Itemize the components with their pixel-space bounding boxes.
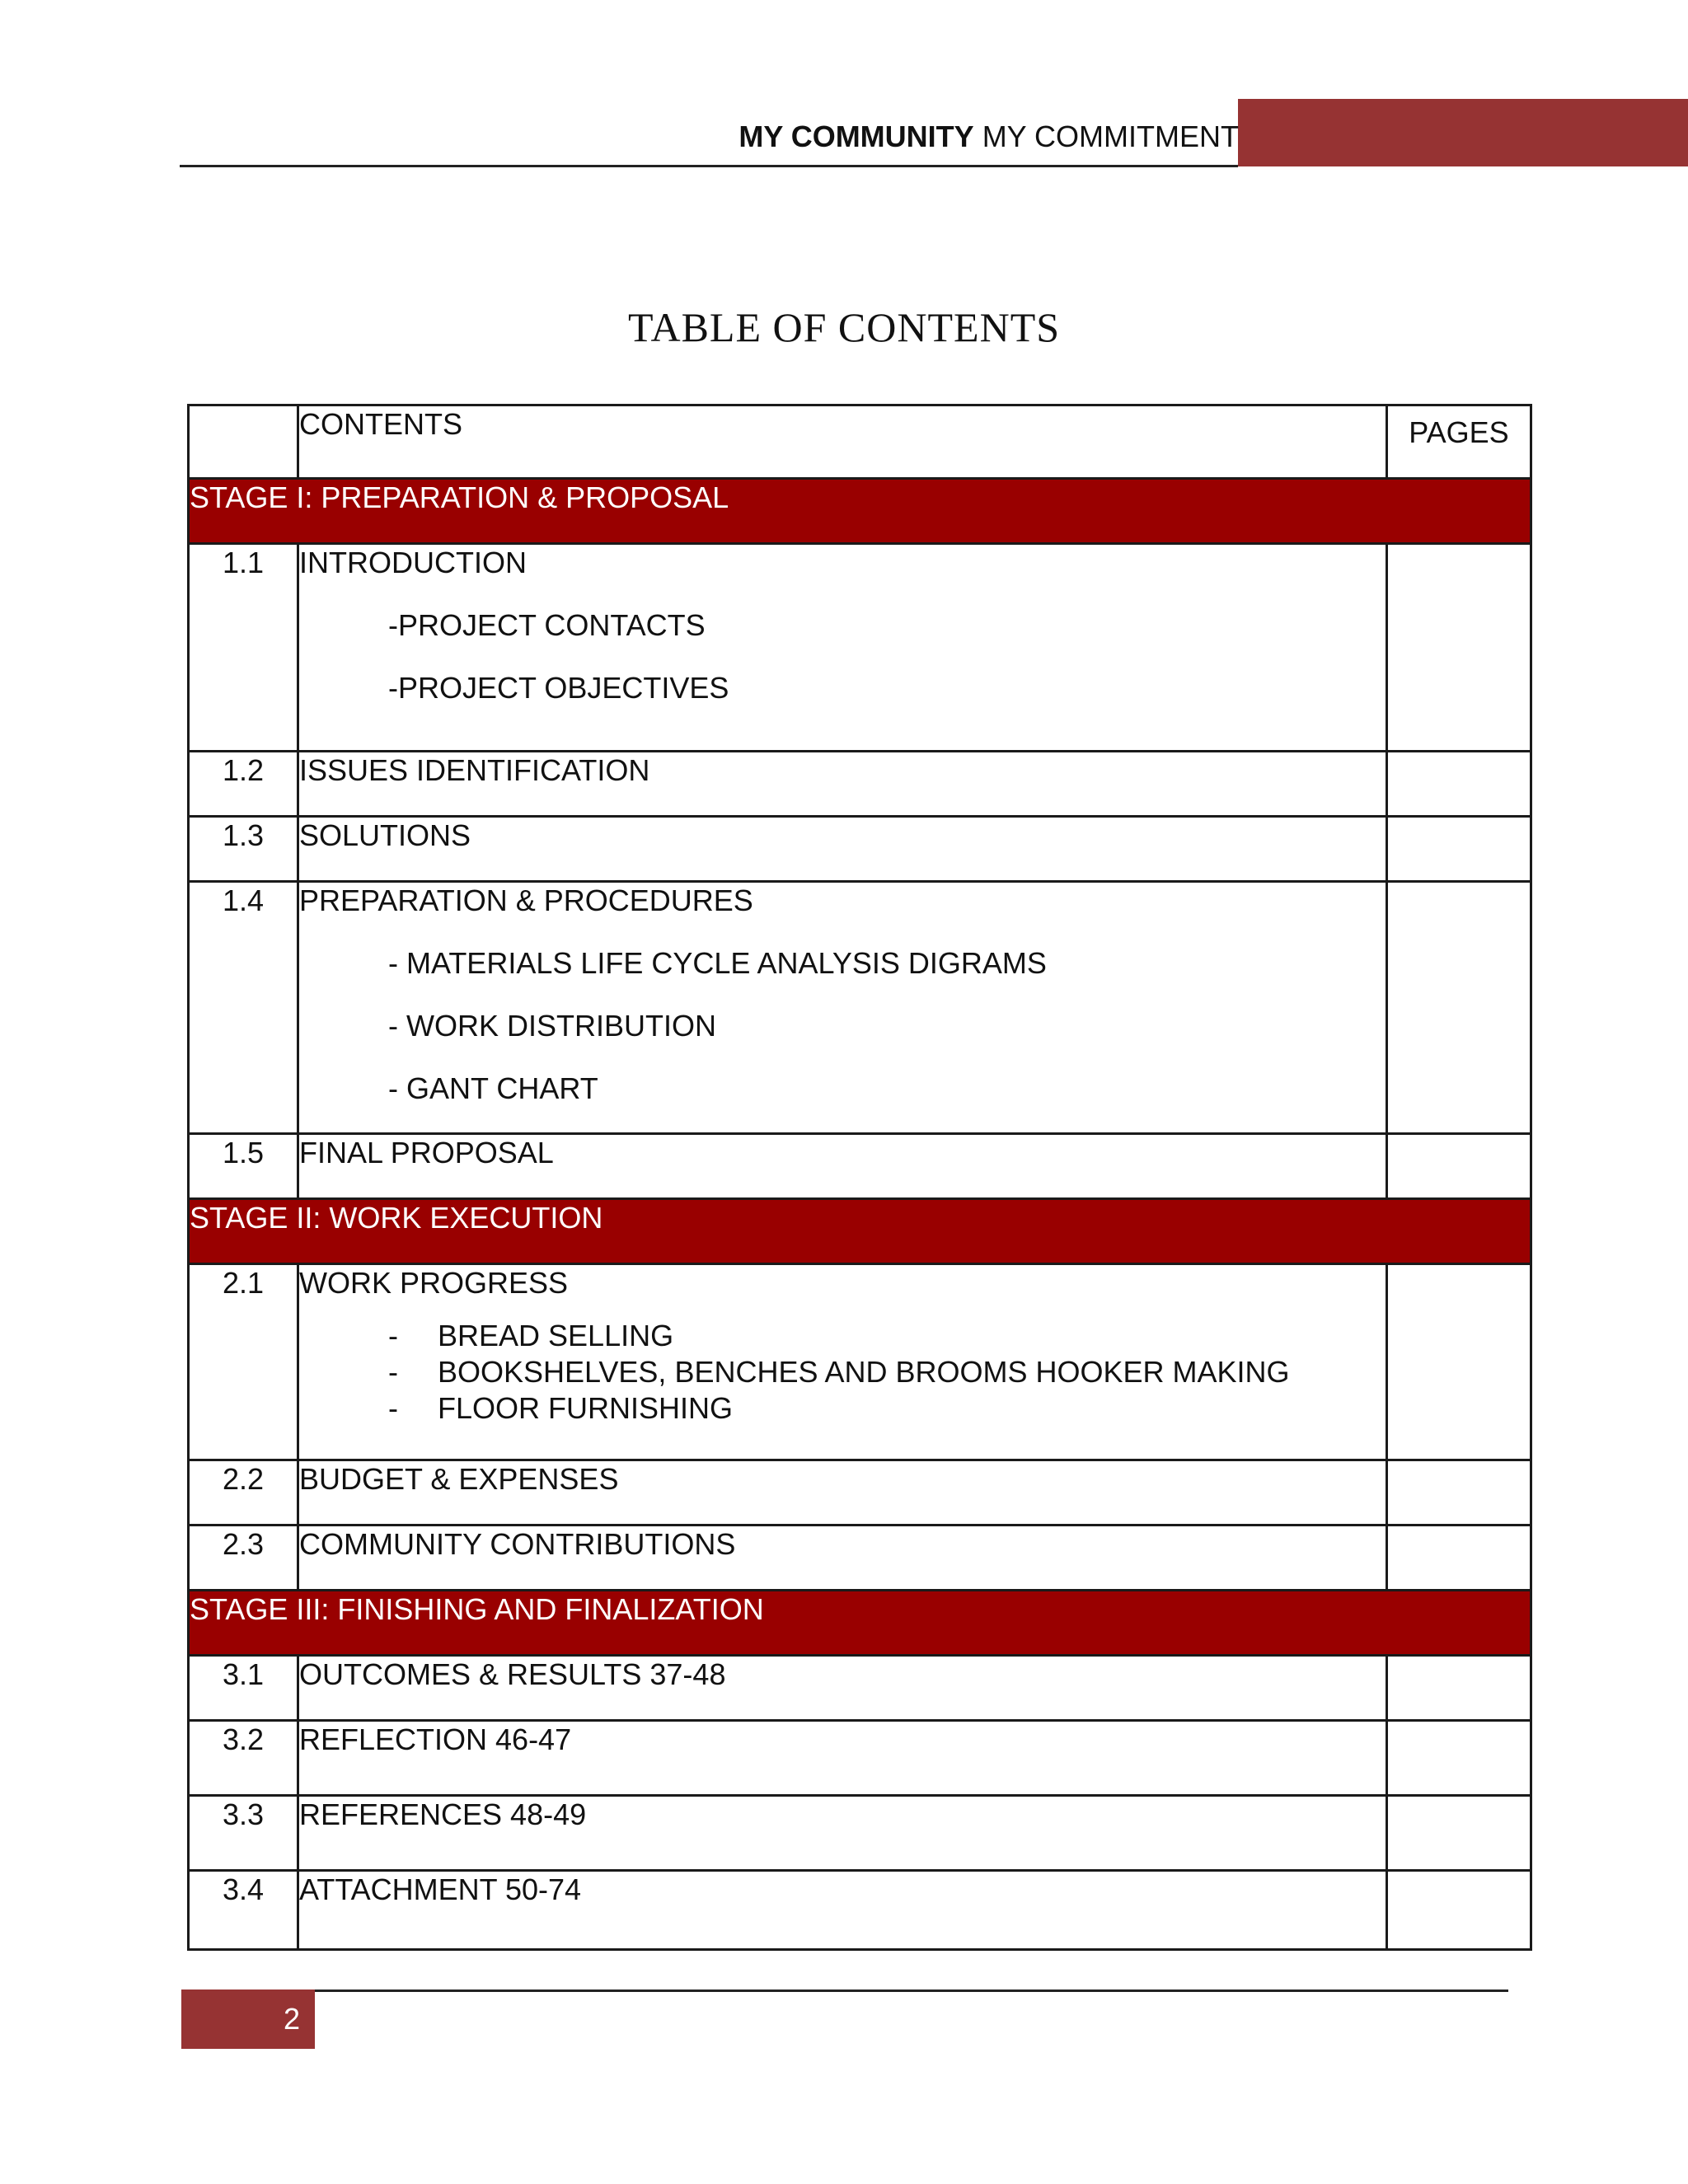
toc-row-page <box>1387 1656 1531 1721</box>
toc-row-content <box>298 1264 1387 1460</box>
header-title-regular: MY COMMITMENT <box>982 120 1239 153</box>
toc-row-title: OUTCOMES & RESULTS 37-48 <box>298 1656 1387 1721</box>
toc-row <box>189 1526 1531 1591</box>
footer-rule <box>315 1990 1508 1992</box>
toc-row <box>189 1264 1531 1460</box>
bullet-dash: - <box>388 1355 398 1389</box>
toc-row-number: 3.1 <box>189 1656 298 1721</box>
toc-row <box>189 544 1531 752</box>
toc-subitem: -PROJECT OBJECTIVES <box>388 671 729 705</box>
toc-row-page <box>1387 1526 1531 1591</box>
toc-row-title: WORK PROGRESS <box>299 1266 569 1300</box>
toc-row-title: REFERENCES 48-49 <box>298 1796 1387 1871</box>
bullet-dash: - <box>388 1391 398 1425</box>
toc-row-content <box>298 544 1387 752</box>
page-title: TABLE OF CONTENTS <box>627 304 1061 350</box>
stage-row <box>189 1199 1531 1264</box>
toc-row-number: 1.2 <box>189 752 298 817</box>
toc-row-title: ISSUES IDENTIFICATION <box>298 752 1387 817</box>
toc-subitem: - MATERIALS LIFE CYCLE ANALYSIS DIGRAMS <box>388 946 1047 980</box>
toc-row <box>189 882 1531 1134</box>
toc-row-content <box>298 882 1387 1134</box>
toc-row-page <box>1387 1134 1531 1199</box>
toc-header-contents: CONTENTS <box>298 405 1387 479</box>
toc-row-number: 3.4 <box>189 1871 298 1950</box>
stage-1-label: STAGE I: PREPARATION & PROPOSAL <box>189 479 1531 544</box>
toc-row <box>189 1796 1531 1871</box>
toc-row-page <box>1387 1721 1531 1796</box>
toc-row <box>189 1721 1531 1796</box>
toc-row-number: 3.3 <box>189 1796 298 1871</box>
bullet-dash: - <box>388 1319 398 1352</box>
toc-row <box>189 817 1531 882</box>
toc-row <box>189 1460 1531 1526</box>
toc-row-page <box>1387 882 1531 1134</box>
toc-row-title: ATTACHMENT 50-74 <box>298 1871 1387 1950</box>
toc-row-title: REFLECTION 46-47 <box>298 1721 1387 1796</box>
header-accent-block <box>1238 99 1688 166</box>
toc-row-number: 2.2 <box>189 1460 298 1526</box>
stage-2-label: STAGE II: WORK EXECUTION <box>189 1199 1531 1264</box>
stage-row <box>189 1591 1531 1656</box>
toc-bullet-item <box>388 1354 1386 1390</box>
toc-row-number: 1.3 <box>189 817 298 882</box>
toc-row-title: COMMUNITY CONTRIBUTIONS <box>298 1526 1387 1591</box>
toc-row-page <box>1387 1871 1531 1950</box>
toc-row-number: 2.1 <box>189 1264 298 1460</box>
toc-bullet-item <box>388 1390 1386 1427</box>
toc-row-number: 1.5 <box>189 1134 298 1199</box>
toc-bullet-text: BREAD SELLING <box>438 1319 674 1352</box>
toc-subitem: -PROJECT CONTACTS <box>388 608 706 642</box>
toc-header-num <box>189 405 298 479</box>
toc-row <box>189 1656 1531 1721</box>
toc-bullet-item <box>388 1318 1386 1354</box>
toc-row-title: INTRODUCTION <box>299 546 527 579</box>
toc-row <box>189 1871 1531 1950</box>
page-number: 2 <box>181 1990 315 2049</box>
toc-bullet-text: BOOKSHELVES, BENCHES AND BROOMS HOOKER MAKING <box>438 1355 1290 1389</box>
toc-table <box>187 404 1532 1951</box>
toc-subitem: - GANT CHART <box>388 1071 598 1105</box>
toc-row-number: 2.3 <box>189 1526 298 1591</box>
header-title-bold: MY COMMUNITY <box>738 120 974 153</box>
toc-header-row <box>189 405 1531 479</box>
header-title <box>738 115 1239 158</box>
toc-row-title: SOLUTIONS <box>298 817 1387 882</box>
toc-row-page <box>1387 752 1531 817</box>
toc-row-page <box>1387 1264 1531 1460</box>
toc-bullet-list <box>299 1318 1386 1427</box>
toc-subitem: - WORK DISTRIBUTION <box>388 1009 716 1043</box>
toc-row-title: BUDGET & EXPENSES <box>298 1460 1387 1526</box>
toc-row-title: PREPARATION & PROCEDURES <box>299 883 753 917</box>
toc-row-page <box>1387 1460 1531 1526</box>
toc-bullet-text: FLOOR FURNISHING <box>438 1391 734 1425</box>
toc-row <box>189 1134 1531 1199</box>
toc-row-number: 3.2 <box>189 1721 298 1796</box>
toc-row-page <box>1387 544 1531 752</box>
toc-row-title: FINAL PROPOSAL <box>298 1134 1387 1199</box>
toc-row-page <box>1387 817 1531 882</box>
toc-row-number: 1.1 <box>189 544 298 752</box>
toc-header-pages: PAGES <box>1387 405 1531 479</box>
toc-row-number: 1.4 <box>189 882 298 1134</box>
toc-row-page <box>1387 1796 1531 1871</box>
header-rule <box>180 165 1238 167</box>
stage-3-label: STAGE III: FINISHING AND FINALIZATION <box>189 1591 1531 1656</box>
toc-row <box>189 752 1531 817</box>
stage-row <box>189 479 1531 544</box>
